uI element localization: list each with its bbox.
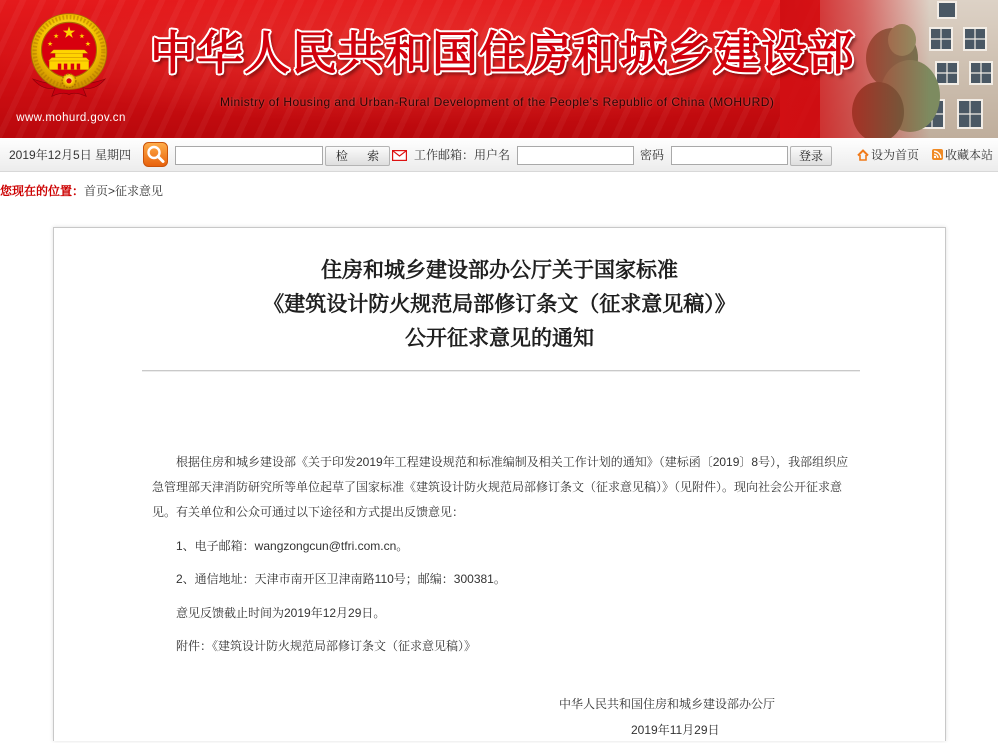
article-paragraph: 根据住房和城乡建设部《关于印发2019年工程建设规范和标准编制及相关工作计划的通知》（建标函〔2019〕8号），我部组织应急管理部天津消防研究所等单位起草了国家标准《建筑设计防火规范局部修订条文（征求意见稿）》（见附件）。现向社会公开征求意见。有关单位和公众可通过以下途径和方式提出反馈意见： bbox=[152, 455, 849, 519]
signature-organization: 中华人民共和国住房和城乡建设部办公厅 bbox=[559, 697, 776, 711]
set-homepage-link[interactable]: 设为首页 bbox=[871, 148, 920, 162]
mail-username-label: 工作邮箱：用户名 bbox=[414, 148, 511, 162]
breadcrumb-prefix: 您现在的位置： bbox=[0, 184, 85, 198]
article-title-line: 公开征求意见的通知 bbox=[405, 327, 594, 350]
home-icon bbox=[857, 149, 869, 161]
article-title-line: 《建筑设计防火规范局部修订条文（征求意见稿）》 bbox=[263, 293, 736, 316]
bookmark-link[interactable]: 收藏本站 bbox=[945, 148, 994, 162]
feedback-deadline: 意见反馈截止时间为2019年12月29日。 bbox=[176, 605, 386, 620]
username-input[interactable] bbox=[517, 146, 634, 165]
search-input[interactable] bbox=[175, 146, 323, 165]
attachment-link[interactable]: 《建筑设计防火规范局部修订条文（征求意见稿）》 bbox=[212, 639, 477, 653]
header-banner bbox=[0, 0, 998, 138]
national-emblem-icon bbox=[26, 12, 112, 98]
attachment-label: 附件： bbox=[176, 639, 213, 653]
breadcrumb-separator: > bbox=[108, 184, 116, 198]
signature-date: 2019年11月29日 bbox=[631, 723, 720, 737]
breadcrumb bbox=[0, 181, 163, 201]
rss-icon bbox=[932, 149, 943, 160]
contact-email: 1、电子邮箱：wangzongcun@tfri.com.cn。 bbox=[176, 538, 409, 553]
title-divider bbox=[142, 370, 860, 372]
article-body bbox=[152, 450, 852, 659]
breadcrumb-home-link[interactable]: 首页 bbox=[84, 184, 109, 198]
site-subtitle: Ministry of Housing and Urban-Rural Development of the People's Republic of China (MOHURD) bbox=[220, 95, 775, 109]
login-button[interactable]: 登录 bbox=[790, 146, 832, 166]
attachment-paragraph bbox=[152, 634, 852, 659]
current-date: 2019年12月5日 星期四 bbox=[9, 148, 132, 162]
password-label: 密码 bbox=[640, 148, 665, 162]
mail-icon bbox=[392, 150, 407, 161]
site-url: www.mohurd.gov.cn bbox=[16, 112, 126, 124]
contact-address: 2、通信地址：天津市南开区卫津南路110号；邮编：300381。 bbox=[176, 572, 506, 586]
search-button[interactable]: 检 索 bbox=[325, 146, 390, 166]
site-title: 中华人民共和国住房和城乡建设部 bbox=[150, 27, 855, 79]
breadcrumb-current-link[interactable]: 征求意见 bbox=[115, 184, 164, 198]
top-toolbar bbox=[0, 139, 998, 172]
password-input[interactable] bbox=[671, 146, 788, 165]
article-panel bbox=[53, 227, 946, 741]
article-title-line: 住房和城乡建设部办公厅关于国家标准 bbox=[321, 259, 678, 282]
article-title bbox=[54, 254, 945, 356]
search-icon bbox=[143, 142, 168, 167]
